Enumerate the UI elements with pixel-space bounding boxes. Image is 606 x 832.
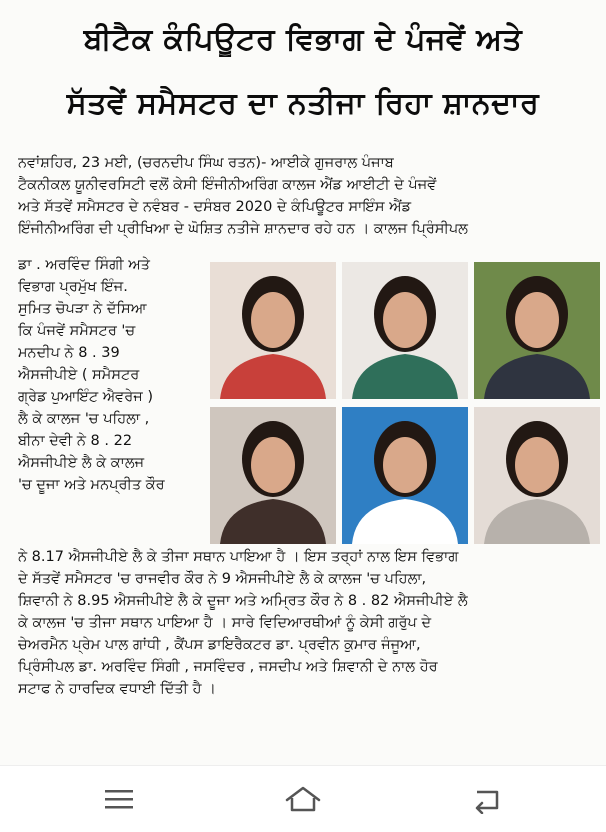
article-line: ਇੰਜੀਨੀਅਰਿੰਗ ਦੀ ਪ੍ਰੀਖਿਆ ਦੇ ਘੋਸ਼ਿਤ ਨਤੀਜੇ ਸ਼ਾਨਦਾਰ ਰਹੇ ਹਨ । ਕਾਲਜ ਪ੍ਰਿੰਸੀਪਲ bbox=[18, 221, 468, 237]
article-line: ਸਟਾਫ ਨੇ ਹਾਰਦਿਕ ਵਧਾਈ ਦਿੱਤੀ ਹੈ । bbox=[18, 681, 216, 697]
photo-student-3 bbox=[474, 262, 600, 399]
article-line: ਸੁਮਿਤ ਚੋਪੜਾ ਨੇ ਦੱਸਿਆ bbox=[18, 301, 147, 317]
android-navigation-bar bbox=[0, 765, 606, 832]
photo-student-2 bbox=[342, 262, 468, 399]
photo-student-5 bbox=[342, 407, 468, 544]
student-photo-grid bbox=[210, 262, 600, 544]
article-line: ਚੇਅਰਮੈਨ ਪ੍ਰੇਮ ਪਾਲ ਗਾਂਧੀ , ਕੈਂਪਸ ਡਾਇਰੈਕਟਰ ਡਾ. ਪ੍ਰਵੀਨ ਕੁਮਾਰ ਜੰਜੂਆ, bbox=[18, 637, 421, 653]
home-icon bbox=[283, 784, 323, 814]
photo-student-1 bbox=[210, 262, 336, 399]
back-icon bbox=[467, 784, 507, 814]
article-line: ਐਸਜੀਪੀਏ ਲੈ ਕੇ ਕਾਲਜ bbox=[18, 455, 145, 471]
headline-line-1: ਬੀਟੈਕ ਕੰਪਿਊਟਰ ਵਿਭਾਗ ਦੇ ਪੰਜਵੇਂ ਅਤੇ bbox=[83, 22, 523, 57]
article-line: 'ਚ ਦੂਜਾ ਅਤੇ ਮਨਪ੍ਰੀਤ ਕੌਰ bbox=[18, 477, 165, 493]
home-button[interactable] bbox=[283, 784, 323, 814]
article-line: ਡਾ . ਅਰਵਿੰਦ ਸਿੰਗੀ ਅਤੇ bbox=[18, 257, 150, 273]
article-line: ਗ੍ਰੇਡ ਪੁਆਇੰਟ ਐਵਰੇਜ ) bbox=[18, 389, 153, 405]
article-line: ਸ਼ਿਵਾਨੀ ਨੇ 8.95 ਐਸਜੀਪੀਏ ਲੈ ਕੇ ਦੂਜਾ ਅਤੇ ਅਮ੍ਰਿਤ ਕੌਰ ਨੇ 8 . 82 ਐਸਜੀਪੀਏ ਲੈ bbox=[18, 593, 468, 609]
article-line: ਵਿਭਾਗ ਪ੍ਰਮੁੱਖ ਇੰਜ. bbox=[18, 279, 128, 295]
article-line: ਕੇ ਕਾਲਜ 'ਚ ਤੀਜਾ ਸਥਾਨ ਪਾਇਆ ਹੈ । ਸਾਰੇ ਵਿਦਿਆਰਥੀਆਂ ਨੂੰ ਕੇਸੀ ਗਰੁੱਪ ਦੇ bbox=[18, 615, 432, 631]
article-line: ਕਿ ਪੰਜਵੇਂ ਸਮੈਸਟਰ 'ਚ bbox=[18, 323, 136, 339]
article-line: ਐਸਜੀਪੀਏ ( ਸਮੈਸਟਰ bbox=[18, 367, 140, 383]
article-line: ਅਤੇ ਸੱਤਵੇਂ ਸਮੈਸਟਰ ਦੇ ਨਵੰਬਰ - ਦਸੰਬਰ 2020 ਦੇ ਕੰਪਿਊਟਰ ਸਾਇੰਸ ਐਂਡ bbox=[18, 199, 411, 215]
headline-line-2: ਸੱਤਵੇਂ ਸਮੈਸਟਰ ਦਾ ਨਤੀਜਾ ਰਿਹਾ ਸ਼ਾਨਦਾਰ bbox=[66, 86, 540, 121]
article-side-column bbox=[18, 254, 202, 496]
back-button[interactable] bbox=[467, 784, 507, 814]
article-conclusion bbox=[18, 546, 598, 700]
article-line: ਟੈਕਨੀਕਲ ਯੂਨੀਵਰਸਿਟੀ ਵਲੋਂ ਕੇਸੀ ਇੰਜੀਨੀਅਰਿੰਗ ਕਾਲਜ ਐਂਡ ਆਈਟੀ ਦੇ ਪੰਜਵੇਂ bbox=[18, 177, 437, 193]
article-line: ਨਵਾਂਸ਼ਹਿਰ, 23 ਮਈ, (ਚਰਨਦੀਪ ਸਿੰਘ ਰਤਨ)- ਆਈਕੇ ਗੁਜਰਾਲ ਪੰਜਾਬ bbox=[18, 155, 394, 171]
article-line: ਨੇ 8.17 ਐਸਜੀਪੀਏ ਲੈ ਕੇ ਤੀਜਾ ਸਥਾਨ ਪਾਇਆ ਹੈ । ਇਸ ਤਰ੍ਹਾਂ ਨਾਲ ਇਸ ਵਿਭਾਗ bbox=[18, 549, 459, 565]
menu-button[interactable] bbox=[99, 784, 139, 814]
article-line: ਦੇ ਸੱਤਵੇਂ ਸਮੈਸਟਰ 'ਚ ਰਾਜਵੀਰ ਕੌਰ ਨੇ 9 ਐਸਜੀਪੀਏ ਲੈ ਕੇ ਕਾਲਜ 'ਚ ਪਹਿਲਾ, bbox=[18, 571, 427, 587]
article-line: ਬੀਨਾ ਦੇਵੀ ਨੇ 8 . 22 bbox=[18, 433, 133, 449]
article-line: ਲੈ ਕੇ ਕਾਲਜ 'ਚ ਪਹਿਲਾ , bbox=[18, 411, 150, 427]
menu-icon bbox=[99, 784, 139, 814]
article-intro bbox=[18, 152, 598, 240]
photo-student-4 bbox=[210, 407, 336, 544]
article-line: ਮਨਦੀਪ ਨੇ 8 . 39 bbox=[18, 345, 120, 361]
photo-student-6 bbox=[474, 407, 600, 544]
article-line: ਪ੍ਰਿੰਸੀਪਲ ਡਾ. ਅਰਵਿੰਦ ਸਿੰਗੀ , ਜਸਵਿੰਦਰ , ਜਸਦੀਪ ਅਤੇ ਸ਼ਿਵਾਨੀ ਦੇ ਨਾਲ ਹੋਰ bbox=[18, 659, 438, 675]
